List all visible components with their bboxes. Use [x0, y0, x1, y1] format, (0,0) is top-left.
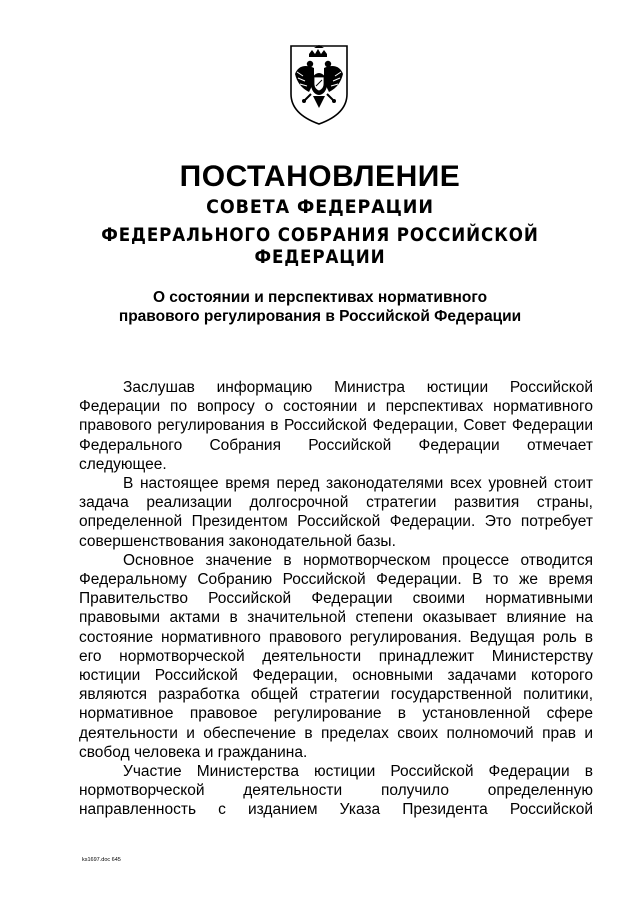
- coat-of-arms-icon: [287, 42, 351, 126]
- subject-line-1: О состоянии и перспективах нормативного: [152, 289, 488, 306]
- document-subtitle-line1: СОВЕТА ФЕДЕРАЦИИ: [206, 196, 434, 218]
- document-file-code: ks1697.doc 645: [82, 857, 121, 863]
- body-paragraph-1: Заслушав информацию Министра юстиции Российской Федерации по вопросу о состоянии и перспективах нормативного правового регулирования в Российской Федерации, Совет Федерации Федерального Собрания Российской Федерации отмечает следующее.: [79, 379, 593, 473]
- document-subtitle-line2: ФЕДЕРАЛЬНОГО СОБРАНИЯ РОССИЙСКОЙ ФЕДЕРАЦИИ: [101, 224, 539, 268]
- document-title: ПОСТАНОВЛЕНИЕ: [179, 160, 461, 193]
- resolution-subject: [0, 288, 640, 326]
- body-paragraph-4: Участие Министерства юстиции Российской Федерации в нормотворческой деятельности получило определенную направленность с изданием Указа Президента Российской: [79, 763, 593, 819]
- body-paragraph-3: Основное значение в нормотворческом процессе отводится Федеральному Собранию Российской Федерации. В то же время Правительство Российской Федерации своими нормативными правовыми актами в значительной степени оказывает влияние на состояние нормативного правового регулирования. Ведущая роль в его нормотворческой деятельности принадлежит Министерству юстиции Российской Федерации, основными задачами которого являются разработка общей стратегии государственной политики, нормативное правовое регулирование в установленной сфере деятельности и обеспечение в пределах своих полномочий прав и свобод человека и гражданина.: [79, 551, 593, 761]
- body-paragraph-2: В настоящее время перед законодателями всех уровней стоит задача реализации долгосрочной стратегии развития страны, определенной Президентом Российской Федерации. Это потребует совершенствования законодательной базы.: [79, 475, 593, 550]
- document-body: [79, 378, 593, 820]
- subject-line-2: правового регулирования в Российской Федерации: [118, 308, 522, 325]
